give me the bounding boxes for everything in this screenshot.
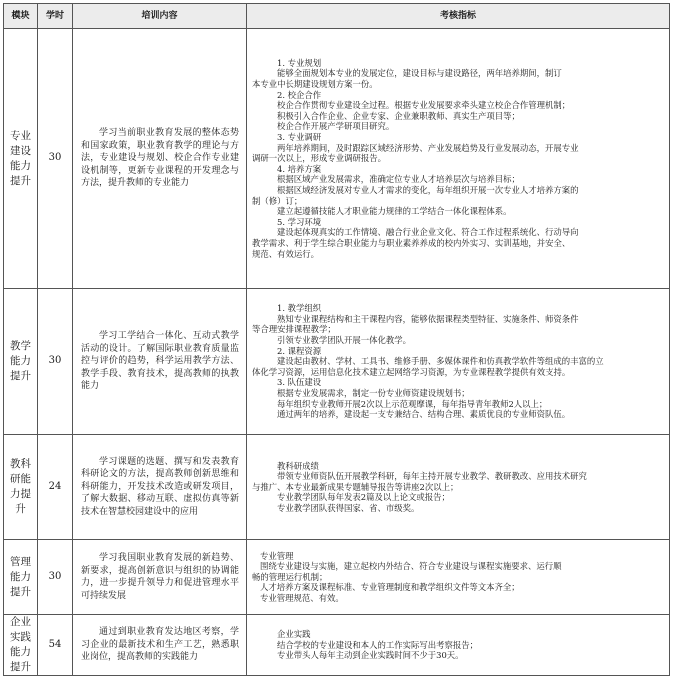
hours-cell: 30	[38, 540, 73, 615]
training-assessment-table	[3, 3, 670, 676]
assessment-line: 校企合作贯彻专业建设全过程。根据专业发展要求牵头建立校企合作管理机制；	[277, 100, 571, 111]
assessment-line: 4. 培养方案	[277, 163, 322, 174]
assessment-line: 引领专业教学团队开展一体化教学。	[277, 335, 411, 346]
assessment-line: 根据专业发展需求，制定一份专业师资建设规划书；	[277, 387, 470, 398]
assessment-line: 企业实践	[277, 629, 311, 640]
assessment-line: 5. 学习环境	[277, 216, 322, 227]
module-cell: 教科研能力提升	[4, 435, 38, 540]
content-cell	[73, 289, 247, 435]
content-text: 学习工学结合一体化、互动式教学活动的设计。了解国际职业教育质量监控与评价的趋势，科学运用教学方法、教学手段、教育技术，提高教师的执教能力	[81, 331, 239, 392]
header-hours: 学时	[38, 4, 73, 29]
table-row	[4, 540, 670, 615]
header-training-content: 培训内容	[73, 4, 247, 29]
assessment-line: 结合学校的专业建设和本人的工作实际写出考察报告；	[277, 639, 478, 650]
hours-cell: 30	[38, 29, 73, 289]
content-text: 学习课题的选题、撰写和发表教育科研论文的方法，提高教师创新思维和科研能力，开发技术改造或研发项目，了解大数据、移动互联、虚拟仿真等新技术在智慧校园建设中的应用	[81, 456, 239, 517]
assessment-line: 熟知专业课程结构和主干课程内容，能够依据课程类型特征、实施条件、师资条件	[277, 313, 579, 324]
table-row	[4, 615, 670, 676]
module-cell: 管理能力提升	[4, 540, 38, 615]
assessment-line: 2. 校企合作	[277, 89, 322, 100]
assessment-line: 建设起体现真实的工作情境、融合行业企业文化、符合工作过程系统化、行动导向	[277, 227, 579, 238]
header-row	[4, 4, 670, 29]
hours-cell: 24	[38, 435, 73, 540]
content-text: 学习当前职业教育发展的整体态势和国家政策，职业教育教学的理论与方法，专业建设与规划、校企合作专业建设机制等，更新专业课程的开发理念与方法，提升教师的专业能力	[81, 128, 239, 189]
assessment-line: 能够全面规划本专业的发展定位，建设目标与建设路径，两年培养期间，制订	[277, 68, 562, 79]
content-cell	[73, 540, 247, 615]
assessment-line: 校企合作开展产学研项目研究。	[277, 121, 395, 132]
content-cell	[73, 615, 247, 676]
assessment-line: 围绕专业建设与实施，建立起校内外结合、符合专业建设与课程实施要求、运行顺	[260, 561, 562, 572]
assessment-line: 人才培养方案及课程标准、专业管理制度和教学组织文件等文本齐全；	[260, 582, 520, 593]
assessment-line: 1. 专业规划	[277, 57, 322, 68]
module-cell: 教学能力提升	[4, 289, 38, 435]
header-assessment: 考核指标	[247, 4, 670, 29]
assessment-line: 专业管理	[260, 550, 294, 561]
assessment-line: 根据区域产业发展需求，准确定位专业人才培养层次与培养目标；	[277, 174, 520, 185]
assessment-line: 专业教学团队每年发表2篇及以上论文或报告；	[277, 492, 450, 503]
assessment-line: 畅的管理运行机制；	[252, 571, 328, 582]
assessment-line: 专业教学团队获得国家、省、市级奖。	[277, 502, 420, 513]
hours-cell: 30	[38, 289, 73, 435]
assessment-line: 积极引入合作企业、企业专家、企业兼职教师、真实生产项目等；	[277, 110, 520, 121]
assessment-cell	[247, 615, 670, 676]
assessment-line: 专业管理规范、有效。	[260, 592, 344, 603]
assessment-cell	[247, 435, 670, 540]
table-row	[4, 289, 670, 435]
assessment-line: 每年组织专业教师开展2次以上示范观摩课，每年指导青年教师2人以上；	[277, 398, 548, 409]
assessment-line: 制（修）订；	[252, 195, 303, 206]
assessment-cell	[247, 289, 670, 435]
assessment-line: 通过两年的培养，建设起一支专兼结合、结构合理、素质优良的专业师资队伍。	[277, 409, 571, 420]
table-row	[4, 435, 670, 540]
assessment-line: 教学需求、利于学生综合职业能力与职业素养养成的校内外实习、实训基地，并安全、	[252, 237, 571, 248]
content-text: 通过到职业教育发达地区考察，学习企业的最新技术和生产工艺，熟悉职业岗位，提高教师的实践能力	[81, 627, 239, 663]
assessment-line: 带领专业师资队伍开展教学科研，每年主持开展专业教学、教研教改、应用技术研究	[277, 471, 587, 482]
hours-cell: 54	[38, 615, 73, 676]
assessment-line: 建设起由教材、学材、工具书、维修手册、多媒体课件和仿真教学软件等组成的丰富的立	[277, 356, 604, 367]
assessment-line: 本专业中长期建设规划方案一份。	[252, 79, 378, 90]
assessment-line: 体化学习资源，运用信息化技术建立起网络学习资源，为专业课程教学提供有效支持。	[252, 366, 571, 377]
assessment-line: 与推广、本专业最新成果专题辅导报告等讲座2次以上；	[252, 481, 459, 492]
assessment-line: 规范、有效运行。	[252, 248, 319, 259]
module-cell: 专业建设能力提升	[4, 29, 38, 289]
assessment-line: 建立起遵循技能人才职业能力规律的工学结合一体化课程体系。	[277, 206, 512, 217]
assessment-line: 教科研成绩	[277, 460, 319, 471]
table-row	[4, 29, 670, 289]
assessment-line: 两年培养期间，及时跟踪区域经济形势、产业发展趋势及行业发展动态，开展专业	[277, 142, 579, 153]
content-cell	[73, 435, 247, 540]
assessment-line: 调研一次以上，形成专业调研报告。	[252, 153, 386, 164]
header-module: 模块	[4, 4, 38, 29]
assessment-line: 等合理安排课程教学；	[252, 324, 336, 335]
content-cell	[73, 29, 247, 289]
assessment-line: 2. 课程资源	[277, 345, 322, 356]
module-cell: 企业实践能力提升	[4, 615, 38, 676]
content-text: 学习我国职业教育发展的新趋势、新要求，提高创新意识与组织的协调能力，进一步提升领导力和促进管理水平可持续发展	[81, 553, 239, 601]
assessment-line: 1. 教学组织	[277, 303, 322, 314]
assessment-cell	[247, 540, 670, 615]
assessment-line: 专业带头人每年主动到企业实践时间不少于30天。	[277, 650, 464, 661]
assessment-line: 3. 专业调研	[277, 132, 322, 143]
assessment-cell	[247, 29, 670, 289]
assessment-line: 3. 队伍建设	[277, 377, 322, 388]
assessment-line: 根据区域经济发展对专业人才需求的变化，每年组织开展一次专业人才培养方案的	[277, 184, 579, 195]
